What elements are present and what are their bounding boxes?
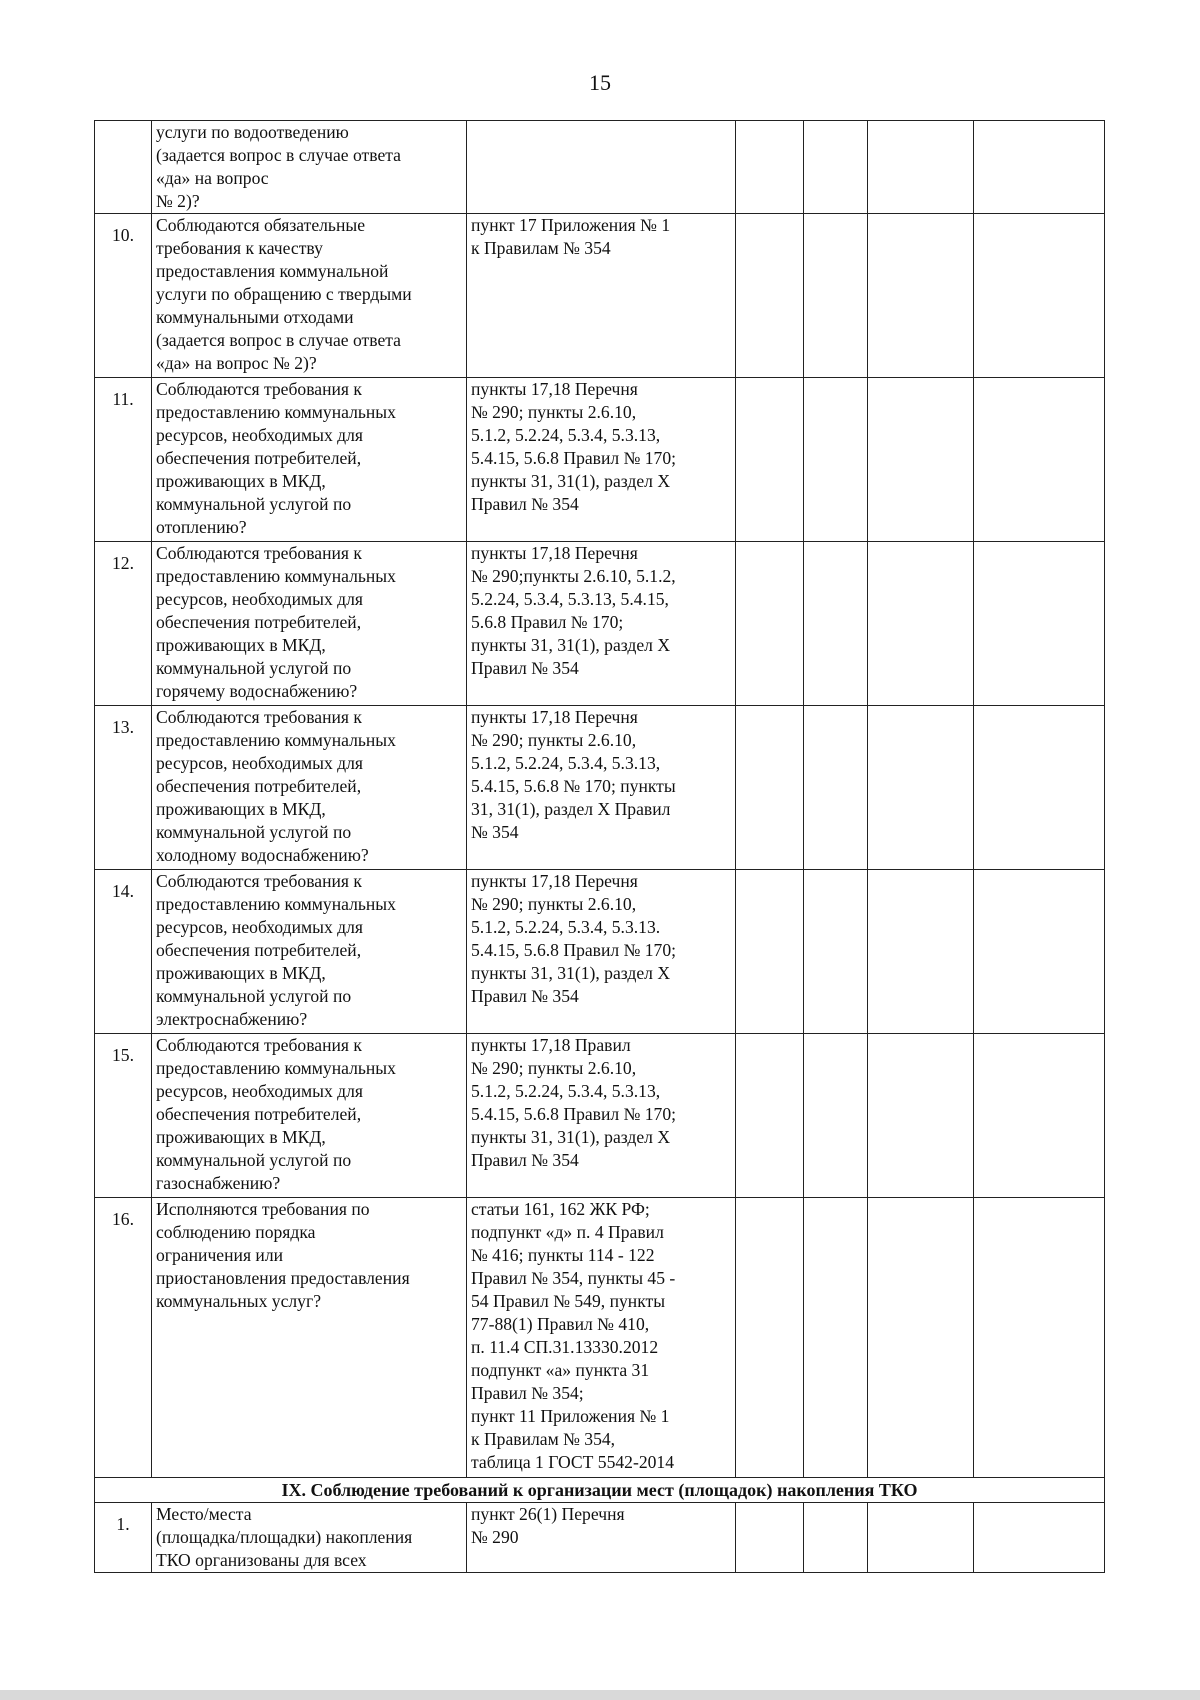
- reference-cell: пункт 17 Приложения № 1 к Правилам № 354: [467, 214, 736, 378]
- answer-cell: [736, 706, 804, 870]
- reference-cell: пункт 26(1) Перечня № 290: [467, 1503, 736, 1573]
- question-cell: Соблюдаются требования к предоставлению коммунальных ресурсов, необходимых для обеспечения потребителей, проживающих в МКД, коммунальной услугой по горячему водоснабжению?: [152, 542, 467, 706]
- reference-cell: [467, 121, 736, 214]
- question-cell: Исполняются требования по соблюдению порядка ограничения или приостановления предоставления коммунальных услуг?: [152, 1198, 467, 1478]
- answer-cell: [736, 1198, 804, 1478]
- answer-cell: [974, 1503, 1105, 1573]
- question-cell: Соблюдаются требования к предоставлению коммунальных ресурсов, необходимых для обеспечения потребителей, проживающих в МКД, коммунальной услугой по отоплению?: [152, 378, 467, 542]
- reference-cell: пункты 17,18 Перечня № 290; пункты 2.6.10, 5.1.2, 5.2.24, 5.3.4, 5.3.13. 5.4.15, 5.6.8 Правил № 170; пункты 31, 31(1), раздел X Правил № 354: [467, 870, 736, 1034]
- question-cell: Соблюдаются требования к предоставлению коммунальных ресурсов, необходимых для обеспечения потребителей, проживающих в МКД, коммунальной услугой по газоснабжению?: [152, 1034, 467, 1198]
- answer-cell: [736, 214, 804, 378]
- question-cell: Место/места (площадка/площадки) накопления ТКО организованы для всех: [152, 1503, 467, 1573]
- answer-cell: [974, 542, 1105, 706]
- answer-cell: [868, 706, 974, 870]
- table-row: [95, 121, 1105, 214]
- row-number: 11.: [95, 378, 152, 542]
- answer-cell: [868, 378, 974, 542]
- reference-cell: пункты 17,18 Правил № 290; пункты 2.6.10, 5.1.2, 5.2.24, 5.3.4, 5.3.13, 5.4.15, 5.6.8 Правил № 170; пункты 31, 31(1), раздел X Правил № 354: [467, 1034, 736, 1198]
- reference-cell: пункты 17,18 Перечня № 290; пункты 2.6.10, 5.1.2, 5.2.24, 5.3.4, 5.3.13, 5.4.15, 5.6.8 Правил № 170; пункты 31, 31(1), раздел X Правил № 354: [467, 378, 736, 542]
- table-row: [95, 542, 1105, 706]
- section-heading-row: [95, 1478, 1105, 1503]
- table-row: [95, 1503, 1105, 1573]
- table-row: [95, 706, 1105, 870]
- row-number: 1.: [95, 1503, 152, 1573]
- answer-cell: [868, 1198, 974, 1478]
- answer-cell: [974, 1034, 1105, 1198]
- question-cell: Соблюдаются требования к предоставлению коммунальных ресурсов, необходимых для обеспечения потребителей, проживающих в МКД, коммунальной услугой по холодному водоснабжению?: [152, 706, 467, 870]
- section-heading: IX. Соблюдение требований к организации мест (площадок) накопления ТКО: [95, 1478, 1105, 1503]
- row-number: 12.: [95, 542, 152, 706]
- answer-cell: [868, 542, 974, 706]
- answer-cell: [974, 378, 1105, 542]
- answer-cell: [804, 1034, 868, 1198]
- question-cell: Соблюдаются требования к предоставлению коммунальных ресурсов, необходимых для обеспечения потребителей, проживающих в МКД, коммунальной услугой по электроснабжению?: [152, 870, 467, 1034]
- row-number: [95, 121, 152, 214]
- answer-cell: [804, 706, 868, 870]
- answer-cell: [974, 1198, 1105, 1478]
- answer-cell: [804, 1503, 868, 1573]
- answer-cell: [804, 378, 868, 542]
- answer-cell: [736, 870, 804, 1034]
- answer-cell: [974, 214, 1105, 378]
- row-number: 14.: [95, 870, 152, 1034]
- answer-cell: [804, 870, 868, 1034]
- table-row: [95, 1034, 1105, 1198]
- reference-cell: пункты 17,18 Перечня № 290; пункты 2.6.10, 5.1.2, 5.2.24, 5.3.4, 5.3.13, 5.4.15, 5.6.8 № 170; пункты 31, 31(1), раздел X Правил № 354: [467, 706, 736, 870]
- answer-cell: [736, 1503, 804, 1573]
- answer-cell: [736, 121, 804, 214]
- page-number: 15: [589, 70, 611, 95]
- answer-cell: [974, 121, 1105, 214]
- question-cell: услуги по водоотведению (задается вопрос в случае ответа «да» на вопрос № 2)?: [152, 121, 467, 214]
- row-number: 10.: [95, 214, 152, 378]
- answer-cell: [868, 870, 974, 1034]
- answer-cell: [804, 1198, 868, 1478]
- answer-cell: [736, 1034, 804, 1198]
- scan-bottom-edge: [0, 1690, 1200, 1700]
- row-number: 15.: [95, 1034, 152, 1198]
- row-number: 16.: [95, 1198, 152, 1478]
- answer-cell: [804, 542, 868, 706]
- answer-cell: [868, 121, 974, 214]
- reference-cell: пункты 17,18 Перечня № 290;пункты 2.6.10, 5.1.2, 5.2.24, 5.3.4, 5.3.13, 5.4.15, 5.6.8 Правил № 170; пункты 31, 31(1), раздел X Правил № 354: [467, 542, 736, 706]
- table-row: [95, 214, 1105, 378]
- answer-cell: [736, 378, 804, 542]
- answer-cell: [974, 706, 1105, 870]
- answer-cell: [974, 870, 1105, 1034]
- answer-cell: [868, 1034, 974, 1198]
- reference-cell: статьи 161, 162 ЖК РФ; подпункт «д» п. 4 Правил № 416; пункты 114 - 122 Правил № 354, пункты 45 - 54 Правил № 549, пункты 77-88(1) Правил № 410, п. 11.4 СП.31.13330.2012 подпункт «а» пункта 31 Правил № 354; пункт 11 Приложения № 1 к Правилам № 354, таблица 1 ГОСТ 5542-2014: [467, 1198, 736, 1478]
- table-row: [95, 870, 1105, 1034]
- table-row: [95, 1198, 1105, 1478]
- answer-cell: [804, 121, 868, 214]
- answer-cell: [804, 214, 868, 378]
- row-number: 13.: [95, 706, 152, 870]
- table-row: [95, 378, 1105, 542]
- answer-cell: [736, 542, 804, 706]
- question-cell: Соблюдаются обязательные требования к качеству предоставления коммунальной услуги по обращению с твердыми коммунальными отходами (задается вопрос в случае ответа «да» на вопрос № 2)?: [152, 214, 467, 378]
- answer-cell: [868, 1503, 974, 1573]
- answer-cell: [868, 214, 974, 378]
- checklist-table: [94, 120, 1105, 1573]
